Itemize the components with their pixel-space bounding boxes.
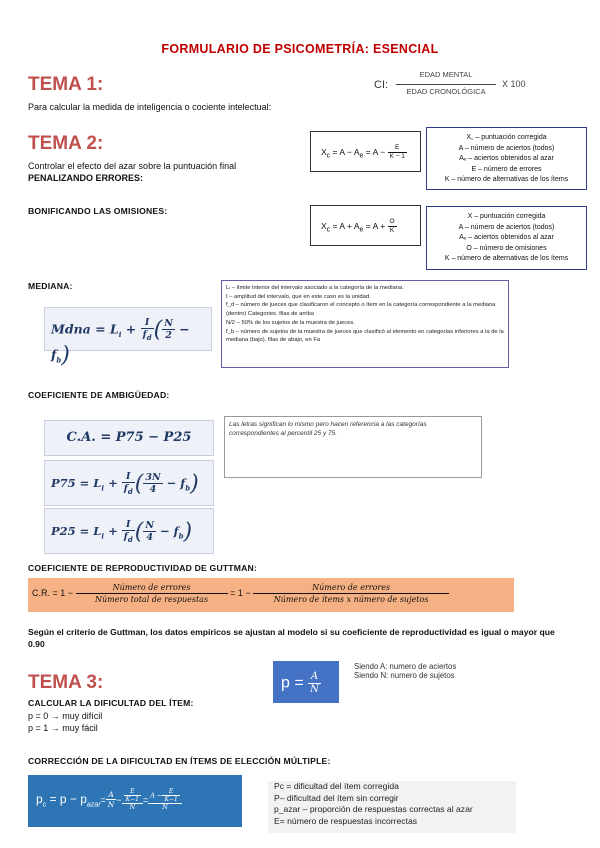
tema2-heading: TEMA 2: [28, 133, 104, 154]
bonificando-label: BONIFICANDO LAS OMISIONES: [28, 206, 168, 216]
ci-fraction-bar [396, 84, 496, 85]
paren-close: ) [183, 519, 193, 545]
pc-mid-sub: azar [86, 801, 101, 809]
p25-plus: + [108, 523, 118, 538]
formula-p25 [44, 508, 214, 554]
penalizando-label: PENALIZANDO ERRORES: [28, 173, 144, 183]
mdna-den: f [142, 329, 147, 340]
f1-rhs: = A − [365, 146, 386, 157]
p25-tail-sub: b [178, 531, 184, 541]
p-num: A [308, 671, 321, 684]
pc-f2-num-d: K−1 [125, 796, 139, 803]
mdna-sub: i [118, 329, 122, 339]
legend-pc [268, 781, 516, 833]
ci-formula [374, 70, 574, 102]
ci-numerator: EDAD MENTAL [419, 70, 473, 79]
pc-eq2: = [142, 794, 149, 805]
mdna-pfrac [162, 318, 175, 341]
p75-pnum: 3N [145, 472, 161, 484]
f1-den: K − 1 [389, 153, 405, 160]
pc-minus: − [116, 794, 122, 805]
pc-f3-num-d: K−1 [164, 796, 178, 803]
pc-frac3-inner [162, 788, 179, 803]
pc-f1-num: A [106, 790, 117, 800]
formula-p [273, 661, 339, 703]
f2-fraction [388, 218, 397, 235]
p75-num: I [122, 471, 135, 483]
mediana-legend-line: Lᵢ – límite interior del intervalo asociado a la categoría de la mediana. [226, 285, 404, 291]
p25-den-sub: d [127, 534, 133, 544]
guttman-lhs: C.R. = 1 − [32, 587, 74, 598]
p75-tail: − f [166, 475, 186, 490]
formula-p75 [44, 460, 214, 506]
guttman-den1: Número total de respuestas [95, 595, 209, 604]
legend-bonificando [426, 206, 587, 270]
p25-fraction [122, 519, 135, 545]
pc-f3-den: N [162, 803, 168, 811]
f1-sub: c [326, 152, 331, 160]
guttman-mid: = 1 − [230, 587, 251, 598]
legend2-line: O – número de omisiones [466, 244, 547, 252]
mdna-plus: + [125, 321, 137, 337]
legend-mediana [221, 280, 509, 368]
f1-mid: = A − A [332, 146, 360, 157]
legend1-line: Aₑ – aciertos obtenidos al azar [459, 155, 554, 162]
pc-frac2-inner [124, 788, 141, 803]
pc-f2-num-n: E [124, 788, 141, 796]
tema1-heading: TEMA 1: [28, 74, 104, 95]
guttman-label: COEFICIENTE DE REPRODUCTIVIDAD DE GUTTMAN: [28, 563, 257, 573]
tema1-text: Para calcular la medida de inteligencia o cociente intelectual: [28, 102, 272, 112]
pc-eq: = [100, 794, 106, 805]
guttman-num2: Número de errores [253, 582, 449, 594]
mediana-label: MEDIANA: [28, 281, 73, 291]
pc-frac2 [122, 788, 143, 812]
p25-lhs: P25 = L [51, 523, 102, 538]
mdna-num: I [141, 317, 154, 329]
legend1-line: A – número de aciertos (todos) [458, 144, 555, 152]
paren-close: ) [190, 471, 199, 497]
p0-text: p = 0 → muy difícil [28, 711, 103, 721]
p75-plus: + [108, 475, 118, 490]
formula-penalizando [310, 131, 421, 172]
paren-open: ( [134, 471, 144, 497]
p-notes [354, 662, 456, 680]
mediana-legend-line: f_b – número de sujetos de la muestra de jueces que clasificó al elemento en categorías inferiores a la de la mediana (bajo). filas de abajo, en Fa [226, 328, 504, 344]
legend2-line: X – puntuación corregida [467, 213, 546, 220]
tema3-heading: TEMA 3: [28, 672, 104, 693]
p25-pnum: N [145, 520, 155, 532]
pc-sub: c [42, 801, 47, 809]
legend-penalizando [426, 127, 587, 190]
pc-f3-num-a: A − [150, 791, 163, 800]
p75-lhs: P75 = L [51, 475, 102, 490]
mediana-legend-line: I – amplitud del intervalo, que en este caso es la unidad. [226, 293, 371, 300]
ambiguedad-label: COEFICIENTE DE AMBIGÜEDAD: [28, 390, 170, 400]
p75-tail-sub: b [185, 483, 191, 493]
mdna-pnum: N [164, 318, 173, 330]
correccion-label: CORRECCIÓN DE LA DIFICULTAD EN ÍTEMS DE ELECCIÓN MÚLTIPLE: [28, 756, 331, 766]
legend1-line: E – número de errores [471, 165, 542, 173]
p-fraction [308, 671, 321, 696]
pc-lhs: p [36, 791, 43, 806]
f2-mid: = A + A [332, 220, 360, 231]
guttman-num1: Número de errores [76, 582, 228, 594]
pc-f3-num-n: E [162, 788, 179, 796]
formula-ca: C.A. = P75 − P25 [44, 420, 214, 456]
tema2-text: Controlar el efecto del azar sobre la puntuación final [28, 161, 237, 171]
f1-fraction [388, 144, 407, 161]
legend2-line: A – número de aciertos (todos) [458, 223, 555, 231]
p25-pfrac [143, 520, 156, 543]
f1-mid-sub: e [359, 152, 364, 160]
legend1-line: X꜀ – puntuación corregida [466, 134, 547, 141]
p75-sub: i [101, 483, 105, 493]
f1-lhs: X [321, 146, 327, 157]
ci-denominator: EDAD CRONOLÓGICA [406, 87, 486, 96]
p25-sub: i [101, 531, 105, 541]
f1-num: E [388, 144, 407, 153]
p-lhs: p = [281, 674, 304, 692]
mdna-fraction [141, 317, 154, 343]
mdna-pden: 2 [165, 330, 172, 342]
mediana-legend-line: N/2 – 50% de los sujetos de la muestra de jueces. [226, 319, 355, 326]
legend2-line: K – número de alternativas de los ítems [444, 255, 569, 262]
p75-pfrac [143, 472, 162, 495]
formula-mediana [44, 307, 212, 368]
f2-rhs: = A + [365, 220, 386, 231]
ci-label: CI: [374, 79, 389, 91]
f2-den: K [389, 227, 395, 234]
p75-den-sub: d [127, 486, 133, 496]
p75-fraction [122, 471, 135, 497]
paren-open: ( [153, 317, 163, 343]
pc-mid: = p − p [49, 791, 87, 806]
ambiguedad-note: Las letras significan lo mismo pero hacen referencia a las categorías correspondientes al percentil 25 y 75. [224, 416, 482, 478]
p75-pden: 4 [149, 484, 157, 496]
paren-close: ) [61, 342, 70, 368]
p25-den: f [123, 531, 128, 542]
p25-tail: − f [160, 523, 179, 538]
p-note-a: Siendo A: numero de aciertos [354, 662, 457, 671]
page-title: FORMULARIO DE PSICOMETRÍA: ESENCIAL [161, 42, 439, 56]
mediana-legend-line: f_d – número de jueces que clasificaron el concepto o ítem en la categoría correspondiente a la mediana (dentro) Categories. filas de arriba [226, 302, 496, 318]
dificultad-label: CALCULAR LA DIFICULTAD DEL ÍTEM: [28, 698, 194, 708]
pc-legend-line: Pc = dificultad del ítem corregida [274, 781, 399, 791]
pc-frac3 [148, 788, 182, 812]
f2-mid-sub: e [359, 226, 364, 234]
guttman-criterion: Según el criterio de Guttman, los datos empíricos se ajustan al modelo si su coeficiente de reproductividad es igual o mayor que 0.90 [28, 627, 555, 649]
pc-legend-line: p_azar – proporción de respuestas correctas al azar [274, 804, 473, 814]
mdna-lhs: Mdna = L [51, 321, 119, 337]
pc-legend-line: E= número de respuestas incorrectas [274, 815, 418, 826]
legend1-line: K – número de alternativas de los ítems [444, 176, 569, 183]
legend2-line: Aₑ – aciertos obtenidos al azar [459, 234, 554, 241]
guttman-frac1 [76, 582, 228, 605]
f2-num: O [389, 218, 395, 225]
p75-den: f [123, 483, 128, 494]
pc-f2-den: N [129, 803, 136, 811]
mdna-den-sub: d [146, 332, 152, 342]
formula-guttman [28, 578, 514, 612]
p1-text: p = 1 → muy fácil [28, 723, 98, 733]
f2-sub: c [326, 226, 331, 234]
guttman-frac2 [253, 582, 449, 605]
p-den: N [310, 684, 319, 695]
p-note-n: Siendo N: numero de sujetos [354, 671, 455, 680]
pc-legend-line: P– dificultad del ítem sin corregir [274, 792, 399, 803]
pc-f1-den: N [107, 800, 115, 810]
p25-num: I [122, 519, 135, 531]
p25-pden: 4 [146, 532, 153, 544]
mdna-tail-sub: b [56, 355, 62, 365]
paren-open: ( [134, 519, 144, 545]
formula-pc [28, 775, 242, 827]
mdna-tail: − f [51, 321, 190, 362]
pc-frac1 [106, 790, 117, 809]
formula-bonificando [310, 205, 421, 246]
guttman-den2: Número de ítems x número de sujetos [273, 595, 429, 604]
ci-multiplier: X 100 [502, 79, 526, 89]
f2-lhs: X [321, 220, 327, 231]
